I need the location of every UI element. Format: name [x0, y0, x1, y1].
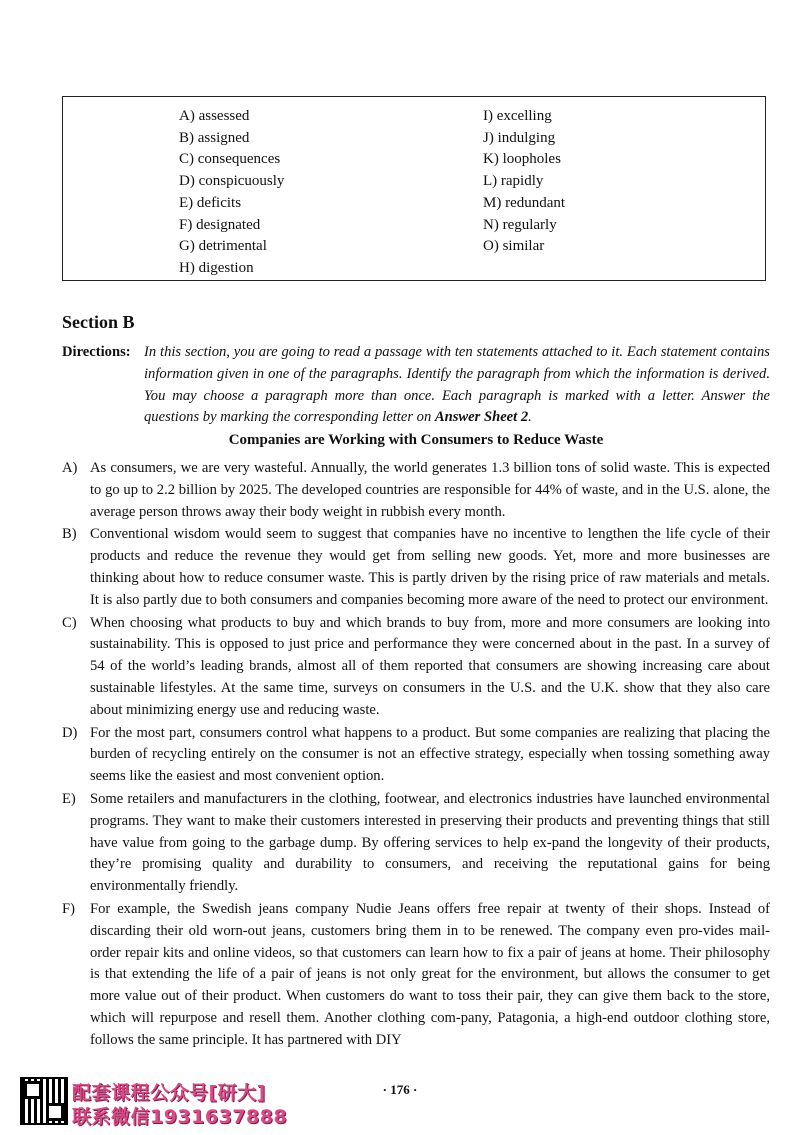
paragraph-text: Some retailers and manufacturers in the clothing, footwear, and electronics industries have launched environmental programs. They want to make their customers interested in preserving their products and preventing things that still have value from going to the garbage dump. By offering services to help ex-pand the longevity of their products, they’re promising quality and durability to consumers, and receiving the reputational gains for being environmentally friendly.	[90, 790, 770, 895]
word-option: B) assigned	[179, 129, 250, 146]
paragraph-letter: D)	[62, 724, 78, 741]
paragraph-text: As consumers, we are very wasteful. Annually, the world generates 1.3 billion tons of solid waste. This is expected to go up to 2.2 billion by 2025. The developed countries are responsible for 44% of waste, and in the U.S. alone, the average person throws away their body weight in rubbish every month.	[90, 460, 770, 520]
word-option: F) designated	[179, 216, 261, 233]
section-title: Section B	[62, 312, 135, 332]
word-option: C) consequences	[179, 151, 281, 168]
page-number: · 176 ·	[382, 1082, 418, 1097]
word-option: M) redundant	[483, 194, 566, 211]
word-option: N) regularly	[483, 216, 557, 233]
directions	[62, 342, 770, 429]
paragraph-letter: C)	[62, 614, 77, 631]
word-option: I) excelling	[483, 108, 552, 124]
directions-text	[144, 342, 770, 429]
word-option: D) conspicuously	[179, 173, 285, 190]
promo-line-2: 联系微信1931637888	[72, 1106, 288, 1128]
paragraph-c	[62, 613, 770, 722]
word-bank-box	[62, 96, 766, 281]
answer-sheet-reference: Answer Sheet 2	[434, 409, 529, 426]
word-option: H) digestion	[179, 259, 254, 276]
word-option: O) similar	[483, 238, 545, 255]
word-bank-left-column	[179, 106, 284, 280]
qr-code-icon	[20, 1077, 68, 1125]
paragraph-text: For the most part, consumers control what happens to a product. But some companies are realizing that placing the burden of recycling entirely on the consumer is not an effective strategy, especially when tossing something away seems like the easiest and most convenient option.	[90, 724, 770, 785]
paragraph-d	[62, 723, 770, 788]
paragraph-letter: A)	[62, 460, 78, 476]
paragraph-a	[62, 458, 770, 523]
paragraph-b	[62, 524, 770, 611]
word-option: A) assessed	[179, 108, 250, 124]
directions-end: .	[528, 409, 532, 426]
passage-title: Companies are Working with Consumers to Reduce Waste	[228, 432, 604, 448]
word-option: J) indulging	[483, 129, 556, 146]
paragraph-text: When choosing what products to buy and which brands to buy from, more and more consumers are looking into sustainability. This is opposed to just price and performance they were concerned about in the past. In a survey of 54 of the world’s leading brands, almost all of them reported that consumers are showing increasing care about sustainable lifestyles. At the same time, surveys on consumers in the U.S. and the U.K. show that they also care about minimizing energy use and reducing waste.	[90, 614, 770, 718]
directions-label: Directions:	[62, 344, 131, 360]
word-option: G) detrimental	[179, 238, 267, 255]
word-bank-right-column	[483, 106, 565, 258]
paragraph-letter: E)	[62, 790, 76, 807]
word-option: K) loopholes	[483, 151, 561, 168]
paragraph-letter: F)	[62, 900, 75, 917]
word-option: L) rapidly	[483, 173, 544, 190]
promo-badge	[20, 1077, 320, 1127]
paragraph-letter: B)	[62, 526, 77, 543]
paragraph-f	[62, 899, 770, 1052]
directions-body: In this section, you are going to read a passage with ten statements attached to it. Each statement contains information given in one of the paragraphs. Identify the paragraph from which the information is derived. You may choose a paragraph more than once. Each paragraph is marked with a letter. Answer the questions by marking the corresponding letter on	[144, 344, 770, 426]
promo-line-1: 配套课程公众号[研大]	[72, 1082, 266, 1104]
passage-paragraphs	[62, 458, 770, 1053]
word-option: E) deficits	[179, 194, 242, 211]
paragraph-text: Conventional wisdom would seem to suggest that companies have no incentive to lengthen the life cycle of their products and reduce the revenue they would get from selling new goods. Yet, more and more businesses are thinking about how to reduce consumer waste. This is partly driven by the rising price of raw materials and metals. It is also partly due to both consumers and companies becoming more aware of the need to protect our environment.	[90, 526, 770, 608]
paragraph-text: For example, the Swedish jeans company Nudie Jeans offers free repair at twenty of their shops. Instead of discarding their old worn-out jeans, customers bring them in to be renewed. The company even pro-vides mail-order repair kits and online videos, so that customers can learn how to fix a pair of jeans at home. Their philosophy is that extending the life of a pair of jeans is not only great for the environment, but allows the consumer to get more value out of their product. When customers do want to toss their pair, they can give them back to the store, which will repurpose and resell them. Another clothing com-pany, Patagonia, a high-end outdoor clothing store, follows the same principle. It has partnered with DIY	[90, 900, 770, 1048]
paragraph-e	[62, 789, 770, 898]
